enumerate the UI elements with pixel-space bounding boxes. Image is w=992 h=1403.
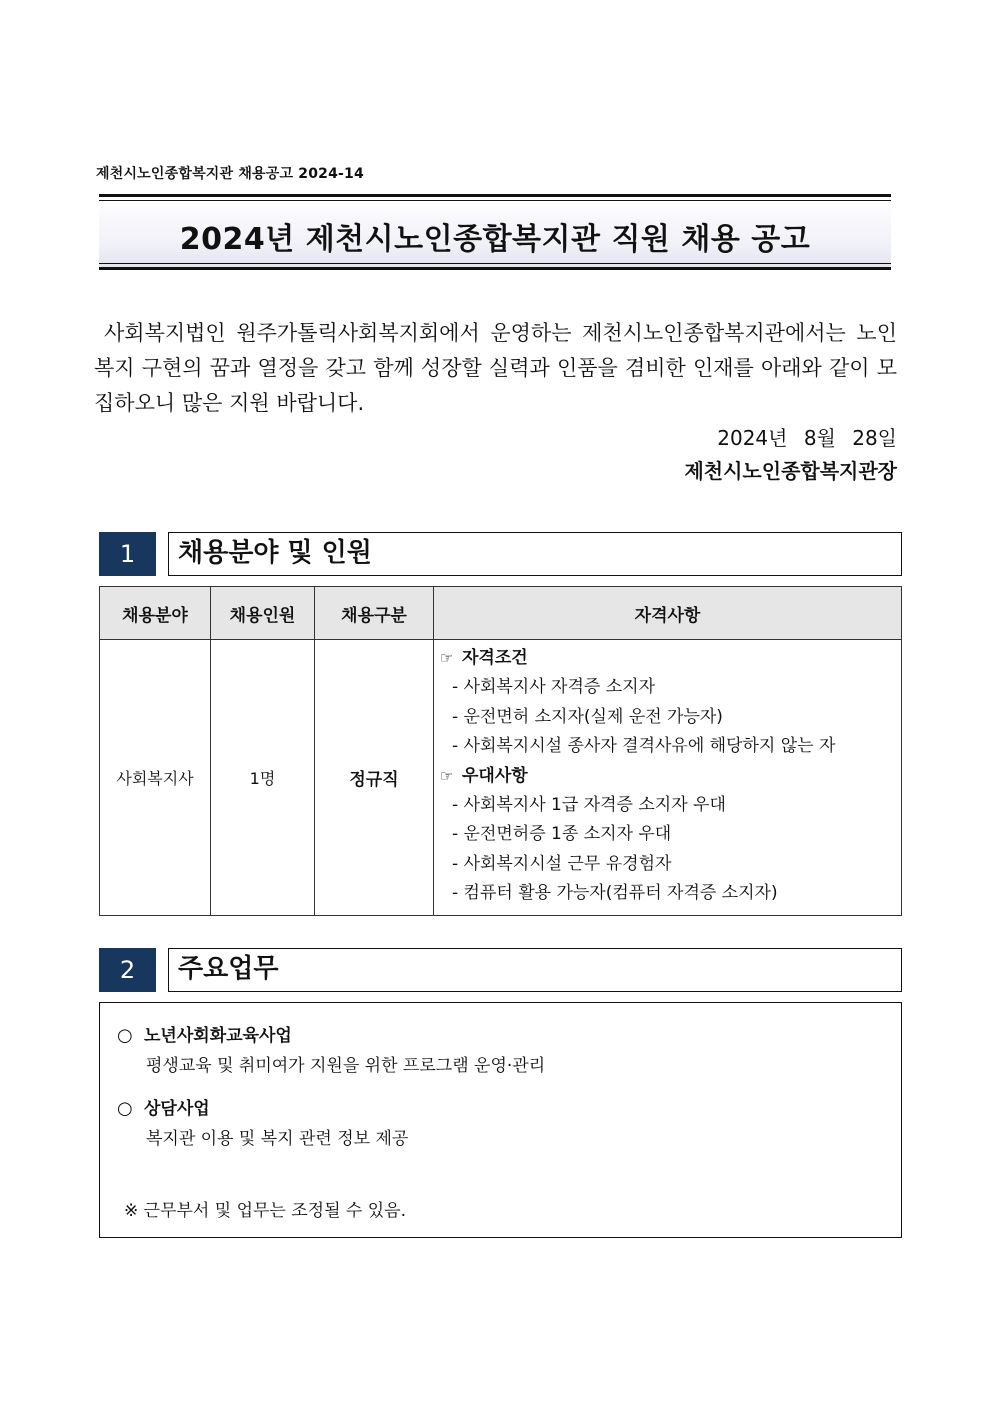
circle-bullet-icon: ○	[117, 1025, 133, 1046]
pointing-hand-icon: ☞	[440, 649, 454, 667]
section-2-number: 2	[99, 948, 156, 992]
preferred-item: - 사회복지시설 근무 유경험자	[452, 853, 672, 874]
section-2-title: 주요업무	[168, 948, 902, 992]
title-banner	[99, 194, 891, 270]
section-1-title: 채용분야 및 인원	[168, 532, 902, 576]
col-header-field: 채용분야	[100, 587, 211, 640]
preferred-item: - 운전면허증 1종 소지자 우대	[452, 824, 672, 844]
recruitment-table	[99, 586, 902, 916]
cell-field: 사회복지사	[100, 640, 211, 916]
intro-paragraph: 사회복지법인 원주가톨릭사회복지회에서 운영하는 제천시노인종합복지관에서는 노인복지 구현의 꿈과 열정을 갖고 함께 성장할 실력과 인품을 겸비한 인재를 아래와 같이 모집하오니 많은 지원 바랍니다.	[94, 321, 897, 415]
announcement-date: 2024년 8월 28일	[717, 426, 897, 450]
table-header-row	[100, 587, 902, 640]
intro-section	[94, 316, 897, 421]
cell-count: 1명	[211, 640, 315, 916]
duties-note: ※ 근무부서 및 업무는 조정될 수 있음.	[124, 1201, 406, 1221]
col-header-count: 채용인원	[211, 587, 315, 640]
required-heading	[440, 644, 901, 673]
preferred-title: 우대사항	[462, 765, 528, 786]
cell-qualifications	[434, 640, 902, 916]
col-header-qualifications: 자격사항	[434, 587, 902, 640]
duty-title-text: 노년사회화교육사업	[144, 1026, 292, 1046]
section-1-number: 1	[99, 532, 156, 576]
page-title: 2024년 제천시노인종합복지관 직원 채용 공고	[179, 222, 811, 257]
preferred-item: - 컴퓨터 활용 가능자(컴퓨터 자격증 소지자)	[452, 883, 778, 903]
required-item: - 사회복지시설 종사자 결격사유에 해당하지 않는 자	[452, 736, 836, 756]
duty-item-title	[117, 1021, 292, 1046]
preferred-item: - 사회복지사 1급 자격증 소지자 우대	[452, 794, 726, 815]
duty-item-title	[117, 1094, 210, 1119]
notice-number: 제천시노인종합복지관 채용공고 2024-14	[96, 166, 364, 182]
circle-bullet-icon: ○	[117, 1098, 133, 1119]
duty-item-desc: 평생교육 및 취미여가 지원을 위한 프로그램 운영·관리	[146, 1056, 546, 1076]
col-header-type: 채용구분	[315, 587, 434, 640]
issuer-name: 제천시노인종합복지관장	[684, 459, 897, 483]
cell-type: 정규직	[315, 640, 434, 916]
table-row	[100, 640, 902, 916]
preferred-heading	[440, 762, 901, 791]
required-item: - 사회복지사 자격증 소지자	[452, 677, 655, 697]
required-item: - 운전면허 소지자(실제 운전 가능자)	[452, 706, 723, 727]
duties-box	[99, 1002, 902, 1238]
required-title: 자격조건	[462, 648, 528, 668]
duty-item-desc: 복지관 이용 및 복지 관련 정보 제공	[146, 1129, 409, 1149]
pointing-hand-icon: ☞	[440, 766, 454, 785]
duty-title-text: 상담사업	[144, 1099, 210, 1119]
